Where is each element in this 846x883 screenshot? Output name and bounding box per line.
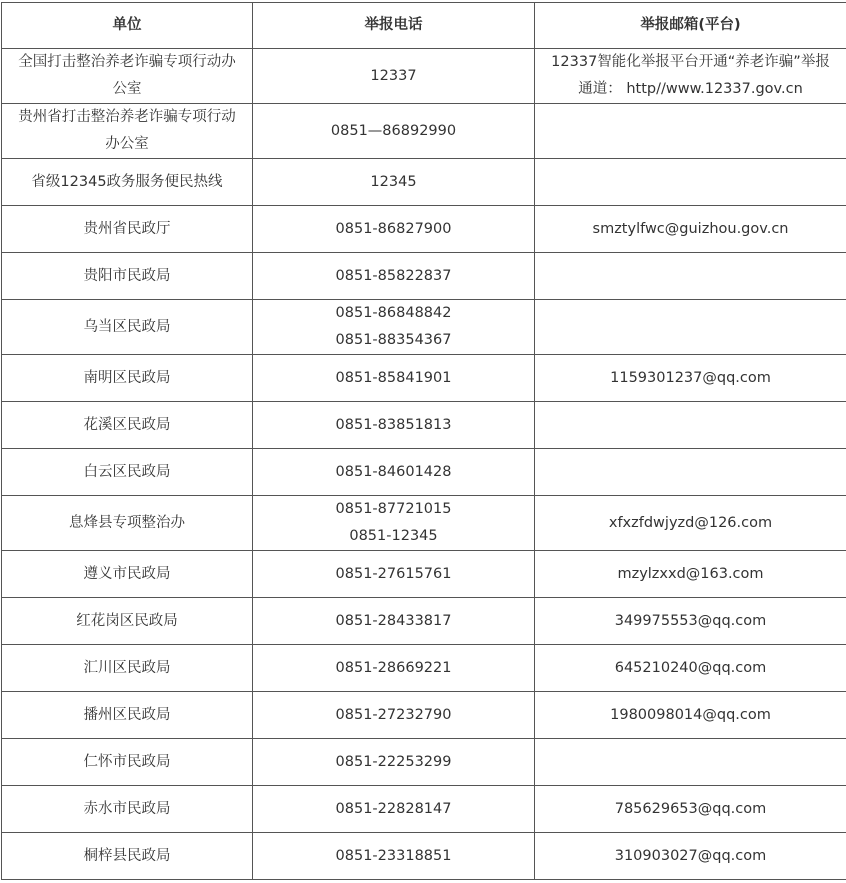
email-cell: 1980098014@qq.com [535,692,846,739]
email-cell [535,253,846,300]
unit-cell: 汇川区民政局 [2,645,253,692]
phone-number: 0851-22253299 [336,754,452,770]
table-header [2,3,846,49]
table-row [2,786,846,833]
phone-cell [253,159,535,206]
unit-cell: 贵州省打击整治养老诈骗专项行动办公室 [2,104,253,159]
unit-cell: 播州区民政局 [2,692,253,739]
table-row [2,253,846,300]
unit-cell: 红花岗区民政局 [2,598,253,645]
unit-cell: 桐梓县民政局 [2,833,253,880]
phone-cell [253,300,535,355]
email-cell: xfxzfdwjyzd@126.com [535,496,846,551]
phone-number: 0851-28433817 [336,613,452,629]
phone-cell [253,786,535,833]
email-cell [535,402,846,449]
phone-number: 0851-86827900 [336,221,452,237]
table-row [2,355,846,402]
table-body [2,49,846,880]
phone-cell [253,551,535,598]
email-cell: 310903027@qq.com [535,833,846,880]
unit-cell: 花溪区民政局 [2,402,253,449]
phone-cell [253,449,535,496]
phone-cell [253,49,535,104]
phone-cell [253,355,535,402]
phone-number: 0851-85822837 [336,268,452,284]
email-cell [535,300,846,355]
phone-cell [253,206,535,253]
email-cell: 12337智能化举报平台开通“养老诈骗”举报通道： http//www.12337.gov.cn [535,49,846,104]
table-row [2,496,846,551]
phone-number: 0851-12345 [263,523,524,550]
phone-number: 0851-84601428 [336,464,452,480]
email-cell [535,449,846,496]
email-cell: 1159301237@qq.com [535,355,846,402]
unit-cell: 乌当区民政局 [2,300,253,355]
phone-number: 12337 [370,68,416,84]
table-row [2,692,846,739]
header-phone: 举报电话 [253,3,535,49]
phone-cell [253,253,535,300]
phone-number: 12345 [370,174,416,190]
table-row [2,598,846,645]
unit-cell: 遵义市民政局 [2,551,253,598]
phone-number: 0851-88354367 [263,327,524,354]
report-table [1,2,846,880]
unit-cell: 赤水市民政局 [2,786,253,833]
unit-cell: 省级12345政务服务便民热线 [2,159,253,206]
phone-number: 0851—86892990 [331,123,456,139]
phone-cell [253,692,535,739]
header-row [2,3,846,49]
header-email: 举报邮箱(平台) [535,3,846,49]
email-cell: 349975553@qq.com [535,598,846,645]
unit-cell: 贵州省民政厅 [2,206,253,253]
email-cell: smztylfwc@guizhou.gov.cn [535,206,846,253]
unit-cell: 仁怀市民政局 [2,739,253,786]
phone-number: 0851-28669221 [336,660,452,676]
unit-cell: 全国打击整治养老诈骗专项行动办公室 [2,49,253,104]
header-unit: 单位 [2,3,253,49]
phone-cell [253,833,535,880]
table-row [2,159,846,206]
email-cell [535,159,846,206]
phone-number: 0851-86848842 [263,300,524,327]
phone-number: 0851-22828147 [336,801,452,817]
phone-number: 0851-27232790 [336,707,452,723]
table-row [2,49,846,104]
table-row [2,833,846,880]
email-cell [535,739,846,786]
unit-cell: 息烽县专项整治办 [2,496,253,551]
unit-cell: 白云区民政局 [2,449,253,496]
unit-cell: 贵阳市民政局 [2,253,253,300]
phone-number: 0851-87721015 [263,496,524,523]
table-row [2,206,846,253]
email-cell: mzylzxxd@163.com [535,551,846,598]
phone-number: 0851-83851813 [336,417,452,433]
table-row [2,402,846,449]
phone-cell [253,402,535,449]
unit-cell: 南明区民政局 [2,355,253,402]
phone-number: 0851-23318851 [336,848,452,864]
table-row [2,104,846,159]
email-cell [535,104,846,159]
phone-number: 0851-85841901 [336,370,452,386]
email-cell: 785629653@qq.com [535,786,846,833]
table-row [2,449,846,496]
phone-cell [253,739,535,786]
table-row [2,300,846,355]
phone-number: 0851-27615761 [336,566,452,582]
table-row [2,551,846,598]
email-cell: 645210240@qq.com [535,645,846,692]
phone-cell [253,104,535,159]
phone-cell [253,598,535,645]
phone-cell [253,496,535,551]
table-row [2,645,846,692]
phone-cell [253,645,535,692]
table-row [2,739,846,786]
